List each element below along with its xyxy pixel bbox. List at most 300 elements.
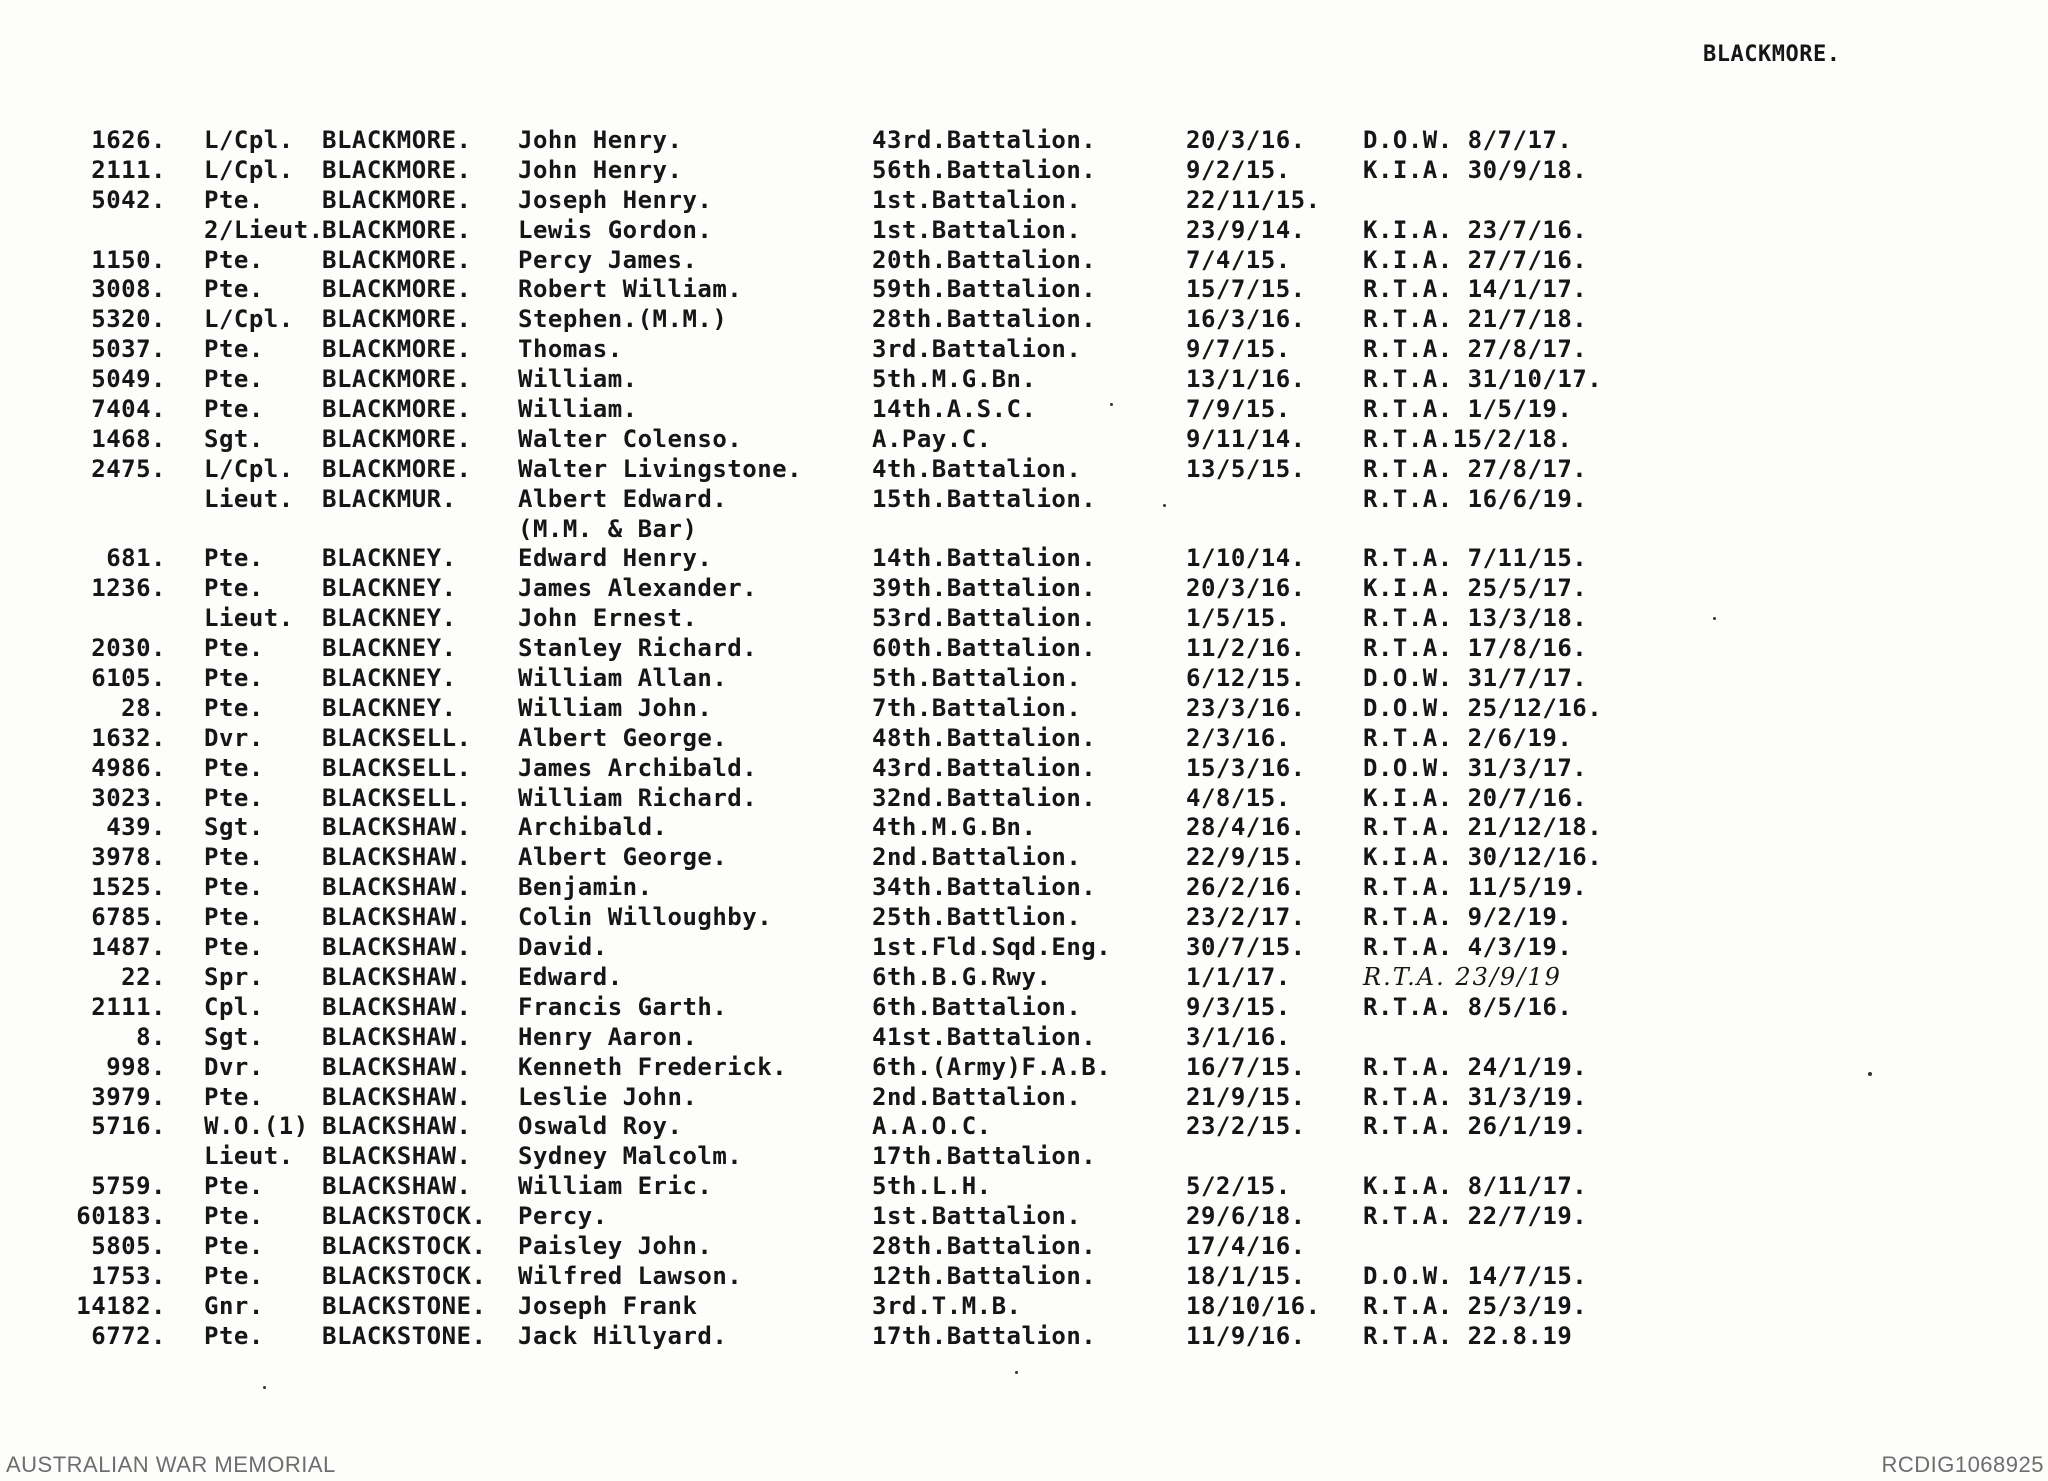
enlistment-date: 9/7/15. bbox=[1186, 335, 1291, 364]
unit: 14th.A.S.C. bbox=[872, 395, 1037, 424]
rank: Gnr. bbox=[204, 1291, 264, 1320]
unit: 53rd.Battalion. bbox=[872, 604, 1097, 633]
given-names: William Eric. bbox=[518, 1172, 713, 1201]
service-number: 1626. bbox=[91, 126, 166, 154]
rank: Pte. bbox=[204, 1231, 264, 1260]
rank: 2/Lieut. bbox=[204, 215, 324, 244]
given-names: Jack Hillyard. bbox=[518, 1321, 728, 1350]
unit: 1st.Battalion. bbox=[872, 1202, 1082, 1231]
fate: K.I.A. 25/5/17. bbox=[1363, 574, 1588, 603]
service-number: 2475. bbox=[91, 454, 166, 483]
roll-entry bbox=[0, 425, 2048, 455]
service-number: 681. bbox=[106, 544, 166, 573]
unit: 17th.Battalion. bbox=[872, 1321, 1097, 1350]
fate: R.T.A. 1/5/19. bbox=[1363, 395, 1573, 424]
service-number: 5037. bbox=[91, 335, 166, 364]
rank: Cpl. bbox=[204, 992, 264, 1021]
rank: Pte. bbox=[204, 185, 264, 214]
unit: 43rd.Battalion. bbox=[872, 753, 1097, 782]
surname: BLACKSHAW. bbox=[322, 1172, 472, 1201]
surname: BLACKNEY. bbox=[322, 634, 457, 663]
roll-entry bbox=[0, 724, 2048, 754]
rank: Pte. bbox=[204, 783, 264, 812]
service-number: 5049. bbox=[91, 365, 166, 394]
surname: BLACKMORE. bbox=[322, 395, 472, 424]
service-number: 60183. bbox=[76, 1202, 166, 1231]
given-names: Percy James. bbox=[518, 245, 698, 274]
rank: L/Cpl. bbox=[204, 155, 294, 184]
rank: Pte. bbox=[204, 245, 264, 274]
enlistment-date: 9/2/15. bbox=[1186, 155, 1291, 184]
rank: Pte. bbox=[204, 753, 264, 782]
roll-entry bbox=[0, 963, 2048, 993]
unit: 59th.Battalion. bbox=[872, 275, 1097, 304]
roll-entry bbox=[0, 1112, 2048, 1142]
service-number: 3978. bbox=[91, 843, 166, 872]
fate: R.T.A. 21/12/18. bbox=[1363, 813, 1603, 842]
surname: BLACKSELL. bbox=[322, 723, 472, 752]
scan-speck bbox=[1015, 1371, 1018, 1374]
surname: BLACKSHAW. bbox=[322, 962, 472, 991]
surname: BLACKSHAW. bbox=[322, 933, 472, 962]
enlistment-date: 26/2/16. bbox=[1186, 873, 1306, 902]
unit: 15th.Battalion. bbox=[872, 484, 1097, 513]
rank: Pte. bbox=[204, 1082, 264, 1111]
given-names: Benjamin. bbox=[518, 873, 653, 902]
roll-entry bbox=[0, 1083, 2048, 1113]
surname: BLACKSHAW. bbox=[322, 903, 472, 932]
given-names: William. bbox=[518, 365, 638, 394]
service-number: 1525. bbox=[91, 873, 166, 902]
surname: BLACKSTOCK. bbox=[322, 1261, 487, 1290]
enlistment-date: 16/7/15. bbox=[1186, 1052, 1306, 1081]
scan-speck bbox=[1713, 617, 1716, 620]
fate: D.O.W. 25/12/16. bbox=[1363, 693, 1603, 722]
roll-entry bbox=[0, 186, 2048, 216]
unit: 20th.Battalion. bbox=[872, 245, 1097, 274]
fate: R.T.A. 27/8/17. bbox=[1363, 335, 1588, 364]
rank: Pte. bbox=[204, 1261, 264, 1290]
given-names: Robert William. bbox=[518, 275, 743, 304]
surname: BLACKMORE. bbox=[322, 155, 472, 184]
surname: BLACKMUR. bbox=[322, 484, 457, 513]
unit: 2nd.Battalion. bbox=[872, 1082, 1082, 1111]
service-number: 5805. bbox=[91, 1231, 166, 1260]
unit: 5th.L.H. bbox=[872, 1172, 992, 1201]
unit: 56th.Battalion. bbox=[872, 155, 1097, 184]
rank: Spr. bbox=[204, 962, 264, 991]
enlistment-date: 13/1/16. bbox=[1186, 365, 1306, 394]
rank: Pte. bbox=[204, 335, 264, 364]
service-number: 3023. bbox=[91, 783, 166, 812]
fate: R.T.A. 17/8/16. bbox=[1363, 634, 1588, 663]
given-names: Albert George. bbox=[518, 843, 728, 872]
page-title: BLACKMORE. bbox=[1703, 42, 1841, 67]
fate: R.T.A. 22/7/19. bbox=[1363, 1202, 1588, 1231]
enlistment-date: 6/12/15. bbox=[1186, 664, 1306, 693]
rank: Pte. bbox=[204, 693, 264, 722]
enlistment-date: 3/1/16. bbox=[1186, 1022, 1291, 1051]
surname: BLACKMORE. bbox=[322, 424, 472, 453]
fate: K.I.A. 30/9/18. bbox=[1363, 155, 1588, 184]
enlistment-date: 13/5/15. bbox=[1186, 454, 1306, 483]
unit: 6th.Battalion. bbox=[872, 992, 1082, 1021]
roll-entry bbox=[0, 515, 2048, 545]
enlistment-date: 23/9/14. bbox=[1186, 215, 1306, 244]
roll-entry bbox=[0, 485, 2048, 515]
unit: 6th.(Army)F.A.B. bbox=[872, 1052, 1112, 1081]
roll-entry bbox=[0, 216, 2048, 246]
given-names: Lewis Gordon. bbox=[518, 215, 713, 244]
given-names: William John. bbox=[518, 693, 713, 722]
service-number: 3008. bbox=[91, 275, 166, 304]
unit: 32nd.Battalion. bbox=[872, 783, 1097, 812]
surname: BLACKNEY. bbox=[322, 604, 457, 633]
fate: R.T.A. 2/6/19. bbox=[1363, 723, 1573, 752]
fate: R.T.A. 31/3/19. bbox=[1363, 1082, 1588, 1111]
unit: 5th.Battalion. bbox=[872, 664, 1082, 693]
given-names: Oswald Roy. bbox=[518, 1112, 683, 1141]
service-number: 4986. bbox=[91, 753, 166, 782]
service-number: 28. bbox=[121, 693, 166, 722]
given-names: James Archibald. bbox=[518, 753, 758, 782]
service-number: 2111. bbox=[91, 992, 166, 1021]
given-names: (M.M. & Bar) bbox=[518, 514, 698, 543]
surname: BLACKMORE. bbox=[322, 305, 472, 334]
roll-entry bbox=[0, 873, 2048, 903]
fate: K.I.A. 23/7/16. bbox=[1363, 215, 1588, 244]
fate: R.T.A. 8/5/16. bbox=[1363, 992, 1573, 1021]
fate: R.T.A. 22.8.19 bbox=[1363, 1321, 1573, 1350]
roll-entry bbox=[0, 246, 2048, 276]
rank: Pte. bbox=[204, 395, 264, 424]
service-number: 5042. bbox=[91, 185, 166, 214]
unit: 4th.M.G.Bn. bbox=[872, 813, 1037, 842]
unit: 3rd.T.M.B. bbox=[872, 1291, 1022, 1320]
unit: 6th.B.G.Rwy. bbox=[872, 962, 1052, 991]
given-names: David. bbox=[518, 933, 608, 962]
rank: Pte. bbox=[204, 843, 264, 872]
surname: BLACKSTOCK. bbox=[322, 1231, 487, 1260]
enlistment-date: 7/4/15. bbox=[1186, 245, 1291, 274]
enlistment-date: 15/7/15. bbox=[1186, 275, 1306, 304]
given-names: James Alexander. bbox=[518, 574, 758, 603]
given-names: Archibald. bbox=[518, 813, 668, 842]
unit: 2nd.Battalion. bbox=[872, 843, 1082, 872]
surname: BLACKMORE. bbox=[322, 365, 472, 394]
fate: R.T.A. 4/3/19. bbox=[1363, 933, 1573, 962]
nominal-roll-list bbox=[0, 126, 2048, 1352]
service-number: 1468. bbox=[91, 424, 166, 453]
roll-entry bbox=[0, 843, 2048, 873]
unit: 3rd.Battalion. bbox=[872, 335, 1082, 364]
given-names: Colin Willoughby. bbox=[518, 903, 773, 932]
unit: 17th.Battalion. bbox=[872, 1142, 1097, 1171]
given-names: Percy. bbox=[518, 1202, 608, 1231]
roll-entry bbox=[0, 305, 2048, 335]
enlistment-date: 21/9/15. bbox=[1186, 1082, 1306, 1111]
given-names: Joseph Henry. bbox=[518, 185, 713, 214]
given-names: Leslie John. bbox=[518, 1082, 698, 1111]
surname: BLACKSHAW. bbox=[322, 992, 472, 1021]
given-names: Henry Aaron. bbox=[518, 1022, 698, 1051]
surname: BLACKSHAW. bbox=[322, 1082, 472, 1111]
surname: BLACKMORE. bbox=[322, 454, 472, 483]
roll-entry bbox=[0, 1142, 2048, 1172]
surname: BLACKMORE. bbox=[322, 275, 472, 304]
enlistment-date: 11/2/16. bbox=[1186, 634, 1306, 663]
rank: L/Cpl. bbox=[204, 454, 294, 483]
given-names: John Henry. bbox=[518, 126, 683, 154]
roll-entry bbox=[0, 365, 2048, 395]
surname: BLACKSHAW. bbox=[322, 843, 472, 872]
surname: BLACKMORE. bbox=[322, 335, 472, 364]
service-number: 6105. bbox=[91, 664, 166, 693]
unit: 1st.Battalion. bbox=[872, 185, 1082, 214]
service-number: 22. bbox=[121, 962, 166, 991]
surname: BLACKNEY. bbox=[322, 693, 457, 722]
rank: Sgt. bbox=[204, 424, 264, 453]
service-number: 8. bbox=[136, 1022, 166, 1051]
given-names: Edward. bbox=[518, 962, 623, 991]
surname: BLACKMORE. bbox=[322, 245, 472, 274]
enlistment-date: 22/9/15. bbox=[1186, 843, 1306, 872]
roll-entry bbox=[0, 933, 2048, 963]
fate: R.T.A. 16/6/19. bbox=[1363, 484, 1588, 513]
service-number: 5716. bbox=[91, 1112, 166, 1141]
footer-record-id: RCDIG1068925 bbox=[1881, 1452, 2044, 1477]
enlistment-date: 1/1/17. bbox=[1186, 962, 1291, 991]
surname: BLACKSHAW. bbox=[322, 1052, 472, 1081]
given-names: Albert Edward. bbox=[518, 484, 728, 513]
rank: Pte. bbox=[204, 544, 264, 573]
enlistment-date: 23/3/16. bbox=[1186, 693, 1306, 722]
enlistment-date: 11/9/16. bbox=[1186, 1321, 1306, 1350]
enlistment-date: 29/6/18. bbox=[1186, 1202, 1306, 1231]
fate: R.T.A. 11/5/19. bbox=[1363, 873, 1588, 902]
roll-entry bbox=[0, 574, 2048, 604]
fate: K.I.A. 27/7/16. bbox=[1363, 245, 1588, 274]
rank: Pte. bbox=[204, 903, 264, 932]
service-number: 1487. bbox=[91, 933, 166, 962]
service-number: 14182. bbox=[76, 1291, 166, 1320]
given-names: Sydney Malcolm. bbox=[518, 1142, 743, 1171]
unit: 1st.Battalion. bbox=[872, 215, 1082, 244]
unit: 5th.M.G.Bn. bbox=[872, 365, 1037, 394]
fate: R.T.A. 27/8/17. bbox=[1363, 454, 1588, 483]
fate: K.I.A. 8/11/17. bbox=[1363, 1172, 1588, 1201]
unit: 12th.Battalion. bbox=[872, 1261, 1097, 1290]
fate: R.T.A. 14/1/17. bbox=[1363, 275, 1588, 304]
given-names: Kenneth Frederick. bbox=[518, 1052, 788, 1081]
roll-entry bbox=[0, 634, 2048, 664]
enlistment-date: 17/4/16. bbox=[1186, 1231, 1306, 1260]
fate: R.T.A. 7/11/15. bbox=[1363, 544, 1588, 573]
fate: R.T.A. 9/2/19. bbox=[1363, 903, 1573, 932]
service-number: 6785. bbox=[91, 903, 166, 932]
given-names: Stanley Richard. bbox=[518, 634, 758, 663]
given-names: William Allan. bbox=[518, 664, 728, 693]
roll-entry bbox=[0, 754, 2048, 784]
enlistment-date: 20/3/16. bbox=[1186, 574, 1306, 603]
given-names: William Richard. bbox=[518, 783, 758, 812]
roll-entry bbox=[0, 395, 2048, 425]
roll-entry bbox=[0, 126, 2048, 156]
rank: Sgt. bbox=[204, 813, 264, 842]
enlistment-date: 18/1/15. bbox=[1186, 1261, 1306, 1290]
unit: 25th.Battlion. bbox=[872, 903, 1082, 932]
rank: Pte. bbox=[204, 1321, 264, 1350]
surname: BLACKMORE. bbox=[322, 126, 472, 154]
given-names: Albert George. bbox=[518, 723, 728, 752]
enlistment-date: 16/3/16. bbox=[1186, 305, 1306, 334]
fate: D.O.W. 14/7/15. bbox=[1363, 1261, 1588, 1290]
given-names: Walter Colenso. bbox=[518, 424, 743, 453]
service-number: 6772. bbox=[91, 1321, 166, 1350]
rank: Pte. bbox=[204, 574, 264, 603]
rank: Pte. bbox=[204, 365, 264, 394]
surname: BLACKMORE. bbox=[322, 185, 472, 214]
unit: 7th.Battalion. bbox=[872, 693, 1082, 722]
rank: Dvr. bbox=[204, 723, 264, 752]
surname: BLACKSHAW. bbox=[322, 813, 472, 842]
fate: R.T.A. 21/7/18. bbox=[1363, 305, 1588, 334]
roll-entry bbox=[0, 1023, 2048, 1053]
roll-entry bbox=[0, 275, 2048, 305]
service-number: 3979. bbox=[91, 1082, 166, 1111]
unit: 28th.Battalion. bbox=[872, 1231, 1097, 1260]
surname: BLACKSELL. bbox=[322, 753, 472, 782]
service-number: 1236. bbox=[91, 574, 166, 603]
roll-entry bbox=[0, 1262, 2048, 1292]
given-names: Francis Garth. bbox=[518, 992, 728, 1021]
unit: 41st.Battalion. bbox=[872, 1022, 1097, 1051]
rank: Lieut. bbox=[204, 1142, 294, 1171]
enlistment-date: 22/11/15. bbox=[1186, 185, 1321, 214]
fate: D.O.W. 31/3/17. bbox=[1363, 753, 1588, 782]
fate: R.T.A. 23/9/19 bbox=[1363, 962, 1562, 991]
roll-entry bbox=[0, 664, 2048, 694]
enlistment-date: 30/7/15. bbox=[1186, 933, 1306, 962]
fate: R.T.A. 25/3/19. bbox=[1363, 1291, 1588, 1320]
surname: BLACKSHAW. bbox=[322, 1112, 472, 1141]
enlistment-date: 15/3/16. bbox=[1186, 753, 1306, 782]
enlistment-date: 7/9/15. bbox=[1186, 395, 1291, 424]
service-number: 1632. bbox=[91, 723, 166, 752]
enlistment-date: 2/3/16. bbox=[1186, 723, 1291, 752]
fate: R.T.A. 31/10/17. bbox=[1363, 365, 1603, 394]
roll-entry bbox=[0, 335, 2048, 365]
surname: BLACKSELL. bbox=[322, 783, 472, 812]
roll-entry bbox=[0, 694, 2048, 724]
unit: 43rd.Battalion. bbox=[872, 126, 1097, 154]
roll-entry bbox=[0, 1202, 2048, 1232]
service-number: 5759. bbox=[91, 1172, 166, 1201]
fate: D.O.W. 31/7/17. bbox=[1363, 664, 1588, 693]
given-names: Thomas. bbox=[518, 335, 623, 364]
surname: BLACKSHAW. bbox=[322, 1142, 472, 1171]
fate: K.I.A. 30/12/16. bbox=[1363, 843, 1603, 872]
rank: L/Cpl. bbox=[204, 305, 294, 334]
roll-entry bbox=[0, 1322, 2048, 1352]
unit: 39th.Battalion. bbox=[872, 574, 1097, 603]
given-names: John Henry. bbox=[518, 155, 683, 184]
rank: L/Cpl. bbox=[204, 126, 294, 154]
given-names: Walter Livingstone. bbox=[518, 454, 803, 483]
rank: Pte. bbox=[204, 1202, 264, 1231]
fate: R.T.A. 13/3/18. bbox=[1363, 604, 1588, 633]
surname: BLACKNEY. bbox=[322, 544, 457, 573]
given-names: Joseph Frank bbox=[518, 1291, 698, 1320]
service-number: 1753. bbox=[91, 1261, 166, 1290]
service-number: 7404. bbox=[91, 395, 166, 424]
rank: Pte. bbox=[204, 634, 264, 663]
unit: 28th.Battalion. bbox=[872, 305, 1097, 334]
surname: BLACKSHAW. bbox=[322, 1022, 472, 1051]
fate: R.T.A. 26/1/19. bbox=[1363, 1112, 1588, 1141]
fate: R.T.A.15/2/18. bbox=[1363, 424, 1573, 453]
surname: BLACKMORE. bbox=[322, 215, 472, 244]
unit: A.Pay.C. bbox=[872, 424, 992, 453]
rank: Pte. bbox=[204, 933, 264, 962]
roll-entry bbox=[0, 1053, 2048, 1083]
surname: BLACKNEY. bbox=[322, 664, 457, 693]
unit: A.A.O.C. bbox=[872, 1112, 992, 1141]
enlistment-date: 1/10/14. bbox=[1186, 544, 1306, 573]
rank: Pte. bbox=[204, 664, 264, 693]
rank: W.O.(1) bbox=[204, 1112, 309, 1141]
roll-entry bbox=[0, 903, 2048, 933]
service-number: 998. bbox=[106, 1052, 166, 1081]
scan-speck bbox=[1163, 504, 1166, 507]
rank: Sgt. bbox=[204, 1022, 264, 1051]
given-names: John Ernest. bbox=[518, 604, 698, 633]
enlistment-date: 23/2/15. bbox=[1186, 1112, 1306, 1141]
service-number: 2030. bbox=[91, 634, 166, 663]
fate: R.T.A. 24/1/19. bbox=[1363, 1052, 1588, 1081]
enlistment-date: 18/10/16. bbox=[1186, 1291, 1321, 1320]
surname: BLACKSTONE. bbox=[322, 1321, 487, 1350]
service-number: 2111. bbox=[91, 155, 166, 184]
enlistment-date: 1/5/15. bbox=[1186, 604, 1291, 633]
enlistment-date: 5/2/15. bbox=[1186, 1172, 1291, 1201]
roll-entry bbox=[0, 455, 2048, 485]
enlistment-date: 28/4/16. bbox=[1186, 813, 1306, 842]
enlistment-date: 9/11/14. bbox=[1186, 424, 1306, 453]
rank: Dvr. bbox=[204, 1052, 264, 1081]
roll-entry bbox=[0, 156, 2048, 186]
rank: Pte. bbox=[204, 275, 264, 304]
roll-entry bbox=[0, 1292, 2048, 1322]
fate: K.I.A. 20/7/16. bbox=[1363, 783, 1588, 812]
enlistment-date: 20/3/16. bbox=[1186, 126, 1306, 154]
unit: 4th.Battalion. bbox=[872, 454, 1082, 483]
enlistment-date: 23/2/17. bbox=[1186, 903, 1306, 932]
given-names: Wilfred Lawson. bbox=[518, 1261, 743, 1290]
service-number: 439. bbox=[106, 813, 166, 842]
unit: 1st.Fld.Sqd.Eng. bbox=[872, 933, 1112, 962]
given-names: Paisley John. bbox=[518, 1231, 713, 1260]
scan-speck bbox=[1110, 403, 1113, 406]
rank: Pte. bbox=[204, 873, 264, 902]
roll-entry bbox=[0, 604, 2048, 634]
scan-speck bbox=[1868, 1072, 1872, 1076]
rank: Pte. bbox=[204, 1172, 264, 1201]
given-names: William. bbox=[518, 395, 638, 424]
surname: BLACKSTOCK. bbox=[322, 1202, 487, 1231]
surname: BLACKSTONE. bbox=[322, 1291, 487, 1320]
unit: 14th.Battalion. bbox=[872, 544, 1097, 573]
